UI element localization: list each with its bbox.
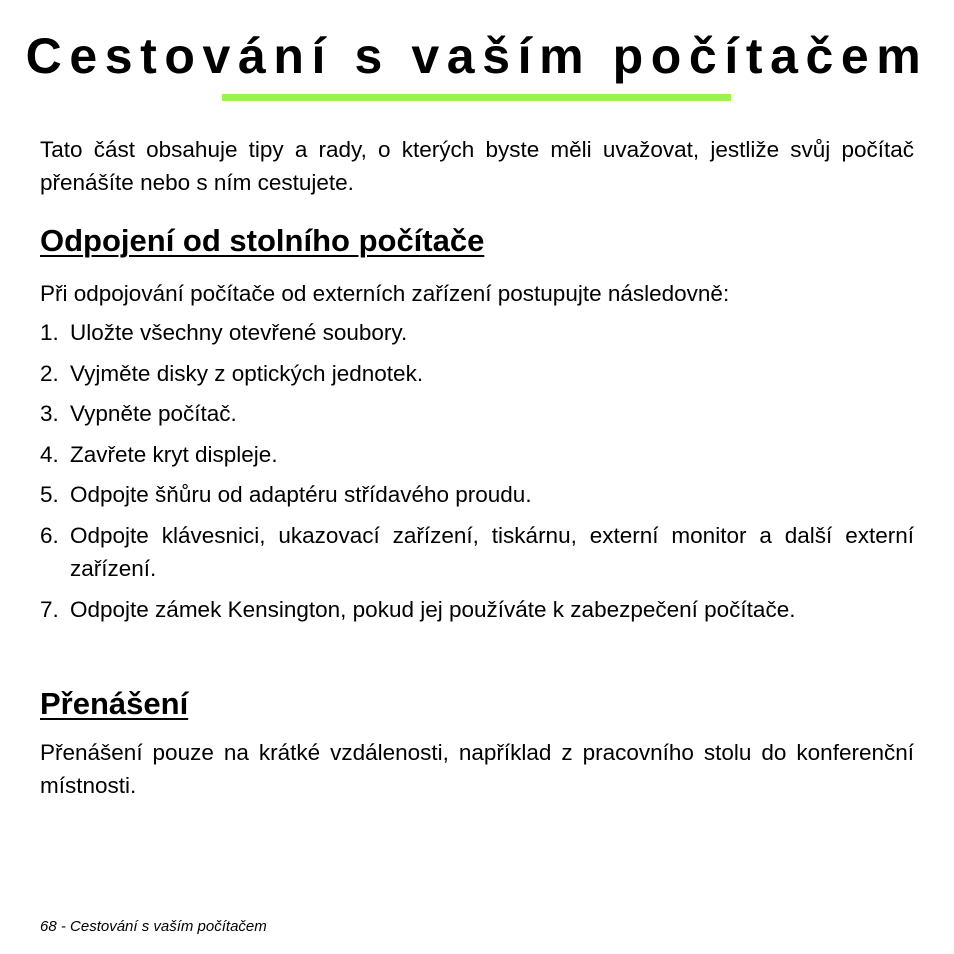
list-item-number: 4. (40, 442, 59, 467)
intro-paragraph: Tato část obsahuje tipy a rady, o kterých byste měli uvažovat, jestliže svůj počítač přenášíte nebo s ním cestujete. (40, 137, 914, 195)
list-item (40, 357, 914, 390)
page-title: Cestování s vaším počítačem (25, 28, 929, 84)
list-item-text: Uložte všechny otevřené soubory. (70, 320, 408, 345)
list-item-number: 3. (40, 401, 59, 426)
disconnect-lead: Při odpojování počítače od externích zařízení postupujte následovně: (40, 281, 730, 306)
heading-disconnect: Odpojení od stolního počítače (40, 223, 485, 258)
list-item-number: 5. (40, 482, 59, 507)
list-item-text: Zavřete kryt displeje. (70, 442, 278, 467)
list-item (40, 593, 914, 626)
list-item-number: 7. (40, 597, 59, 622)
list-item-text: Vypněte počítač. (70, 401, 237, 426)
list-item-number: 6. (40, 523, 59, 548)
list-item (40, 478, 914, 511)
list-item-text: Odpojte šňůru od adaptéru střídavého proudu. (70, 482, 532, 507)
list-item (40, 316, 914, 349)
heading-moving: Přenášení (40, 686, 189, 721)
list-item-number: 1. (40, 320, 59, 345)
title-underline-bar (222, 94, 731, 101)
list-item-text: Odpojte zámek Kensington, pokud jej používáte k zabezpečení počítače. (70, 597, 796, 622)
moving-paragraph: Přenášení pouze na krátké vzdálenosti, například z pracovního stolu do konferenční místnosti. (40, 740, 914, 798)
list-item-number: 2. (40, 361, 59, 386)
list-item (40, 519, 914, 585)
page-footer: 68 - Cestování s vaším počítačem (40, 918, 267, 935)
list-item-text: Odpojte klávesnici, ukazovací zařízení, tiskárnu, externí monitor a další externí zařízení. (70, 523, 914, 581)
list-item-text: Vyjměte disky z optických jednotek. (70, 361, 424, 386)
list-item (40, 397, 914, 430)
list-item (40, 438, 914, 471)
